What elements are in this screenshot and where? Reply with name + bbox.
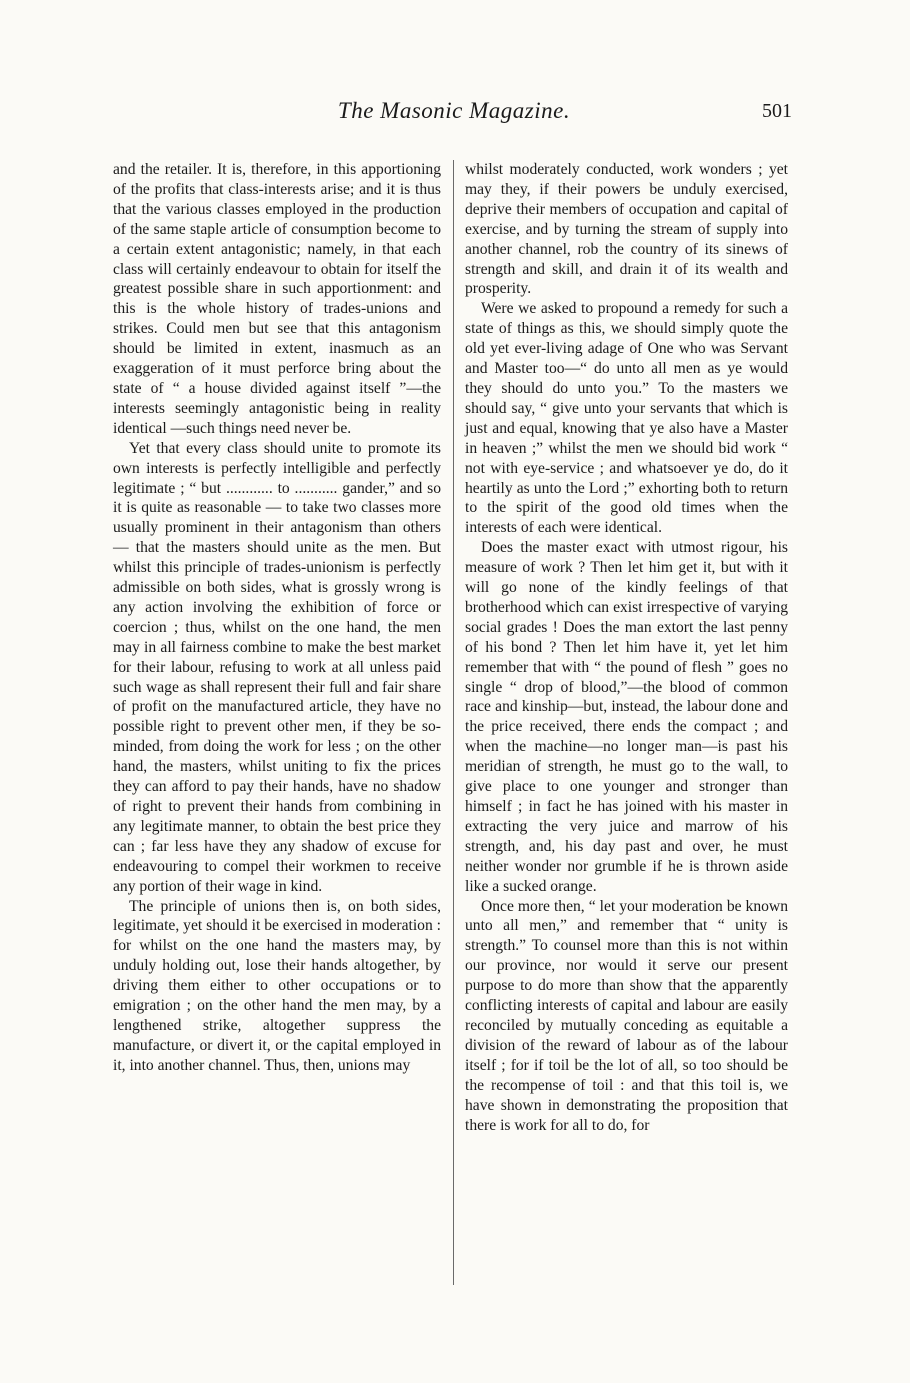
page-header	[114, 98, 794, 132]
paragraph: Were we asked to propound a remedy for such a state of things as this, we should simply quote the old yet ever-living adage of One who was Servant and Master too—“ do unto all men as ye would they should do unto you.” To the masters we should say, “ give unto your servants that which is just and equal, knowing that ye also have a Master in heaven ;” whilst the men we should bid work “ not with eye-service ; and whatsoever ye do, do it heartily as unto the Lord ;” exhorting both to return to the spirit of the good old times when the interests of each were identical.	[465, 300, 788, 537]
column-divider	[453, 160, 454, 1285]
paragraph: The principle of unions then is, on both sides, legitimate, yet should it be exercised in moderation : for whilst on the one hand the masters may, by unduly holding out, lose their hands altogether, by driving them either to other occupations or to emigration ; on the other hand the men may, by a lengthened strike, altogether suppress the manufacture, or divert it, or the capital employed in it, into another channel. Thus, then, unions may	[113, 897, 441, 1074]
left-column	[113, 160, 441, 1076]
page-number: 501	[762, 100, 792, 122]
paragraph: and the retailer. It is, therefore, in this apportioning of the profits that class-interests arise; and it is thus that the various classes employed in the production of the same staple article of consumption become to a certain extent antagonistic; namely, in that each class will certainly endeavour to obtain for itself the greatest possible share in such apportionment: and this is the whole history of trades-unions and strikes. Could men but see that this antagonism should be limited in extent, inasmuch as an exaggeration of it must perforce bring about the state of “ a house divided against itself ”—the interests seemingly antagonistic being in reality identical —such things need never be.	[113, 161, 441, 437]
paragraph: whilst moderately conducted, work wonders ; yet may they, if their powers be unduly exercised, deprive their members of occupation and capital of exercise, and by turning the stream of supply into another channel, rob the country of its sinews of strength and skill, and drain it of its wealth and prosperity.	[465, 161, 788, 298]
paragraph: Once more then, “ let your moderation be known unto all men,” and remember that “ unity is strength.” To counsel more than this is not within our province, nor would it serve our present purpose to do more than show that the apparently conflicting interests of capital and labour are easily reconciled by mutually conceding as equitable a division of the reward of labour as of the labour itself ; for if toil be the lot of all, so too should be the recompense of toil : and that this toil is, we have shown in demonstrating the proposition that there is work for all to do, for	[465, 897, 788, 1134]
paragraph: Does the master exact with utmost rigour, his measure of work ? Then let him get it, but with it will go none of the kindly feelings of that brotherhood which can exist irrespective of varying social grades ! Does the man extort the last penny of his bond ? Then let him have it, yet let him remember that with “ the pound of flesh ” goes no single “ drop of blood,”—the blood of common race and kinship—but, instead, the labour done and the price received, there ends the compact ; and when the machine—no longer man—is past his meridian of strength, he must go to the wall, to give place to one younger and stronger than himself ; in fact he has joined with his master in extracting the very juice and marrow of his strength, and, his day past and over, he must neither wonder nor grumble if he is thrown aside like a sucked orange.	[465, 539, 788, 895]
right-column	[465, 160, 788, 1135]
running-title: The Masonic Magazine.	[337, 98, 571, 123]
paragraph: Yet that every class should unite to promote its own interests is perfectly intelligible and perfectly legitimate ; “ but ............ to ........... gander,” and so it is quite as reasonable — to take two classes more usually prominent in their antagonism than others — that the masters should unite as the men. But whilst this principle of trades-unionism is perfectly admissible on both sides, what is grossly wrong is any action involving the exhibition of force or coercion ; thus, whilst on the one hand, the men may in all fairness combine to make the best market for their labour, refusing to work at all unless paid such wage as shall represent their full and fair share of profit on the manufactured article, they have no possible right to prevent other men, if they be so-minded, from doing the work for less ; on the other hand, the masters, whilst uniting to fix the prices they can afford to pay their hands, have no shadow of right to prevent their hands from combining in any legitimate manner, to obtain the best price they can ; far less have they any shadow of excuse for endeavouring to compel their workmen to receive any portion of their wage in kind.	[113, 439, 441, 895]
